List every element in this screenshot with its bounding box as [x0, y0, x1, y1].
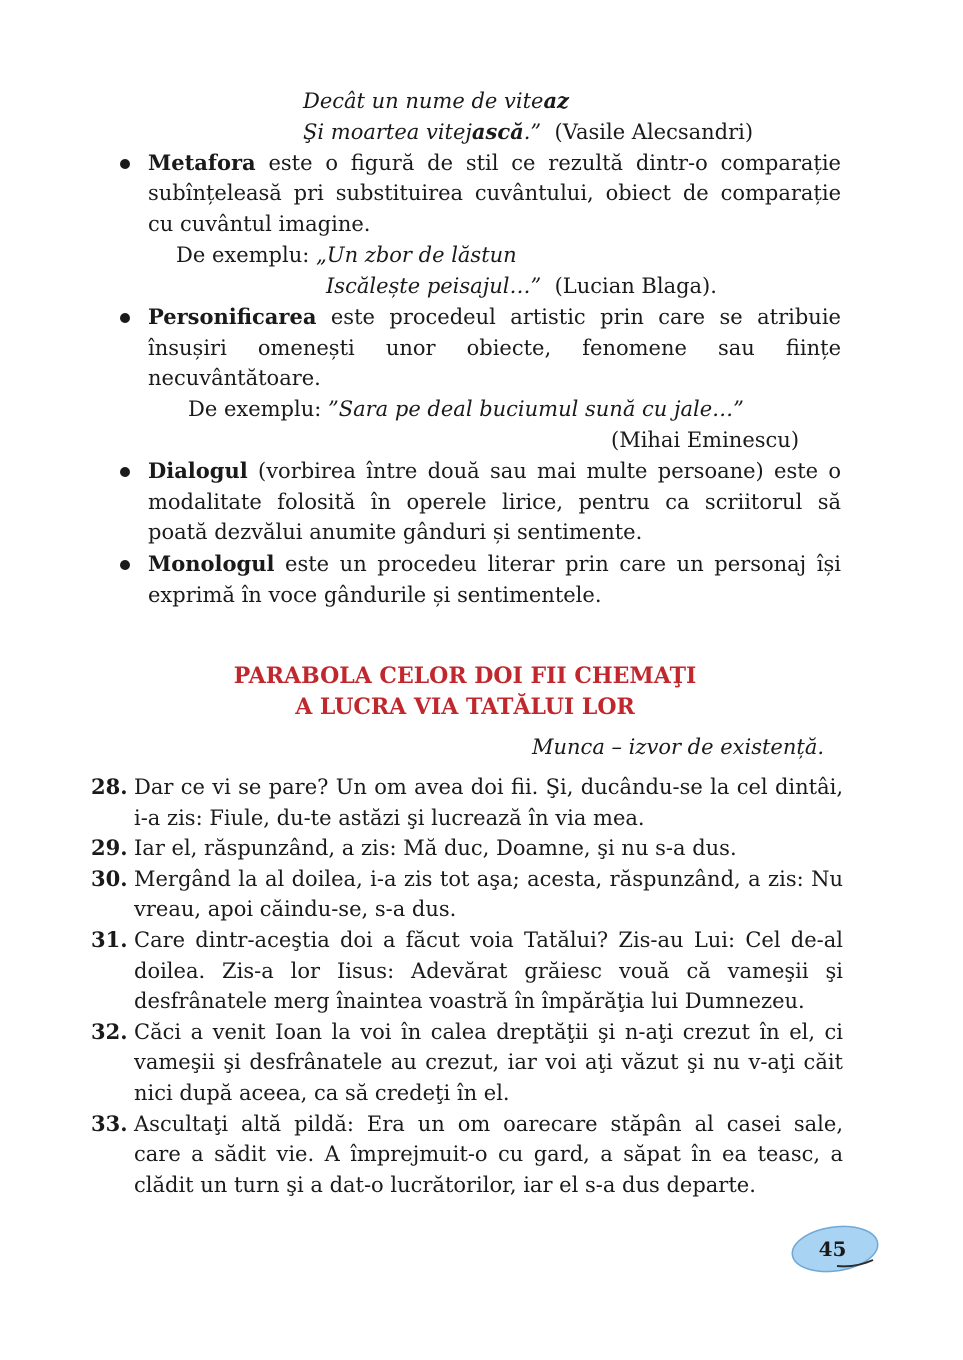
metafora-line-2: subînțeleasă pri substituirea cuvântului, obiect de comparație	[148, 181, 841, 205]
poem-line-1: Decât un nume de viteaz	[303, 88, 569, 113]
verse-line: doilea. Zis-a lor Iisus: Adevărat grăiesc vouă că vameşii şi	[134, 958, 843, 983]
verse-line: Dar ce vi se pare? Un om avea doi fii. Şi, ducându-se la cel dintâi,	[134, 775, 843, 799]
verse-number: 32.	[91, 1018, 128, 1044]
metafora-example: De exemplu: „Un zbor de lăstun	[176, 243, 517, 267]
personificarea-line-2: însușiri omenești unor obiecte, fenomene sau ființe	[148, 336, 841, 360]
monologul-line-2: exprimă în voce gândurile și sentimentele.	[148, 583, 602, 607]
verse-number: 30.	[91, 865, 128, 891]
bullet-icon	[120, 313, 130, 323]
verse-number: 29.	[91, 835, 128, 861]
metafora-line-1: Metafora este o figură de stil ce rezultă dintr-o comparație	[148, 150, 841, 175]
monologul-term: Monologul	[148, 551, 275, 576]
personificarea-author: (Mihai Eminescu)	[611, 428, 800, 452]
section-title-line-1: PARABOLA CELOR DOI FII CHEMAŢI	[233, 663, 697, 689]
bullet-icon	[120, 159, 130, 169]
bullet-icon	[120, 467, 130, 477]
poem-author: (Vasile Alecsandri)	[554, 120, 754, 144]
motto: Munca – izvor de existență.	[532, 735, 825, 759]
dialogul-line-3: poată dezvălui anumite gânduri și sentimente.	[148, 520, 643, 544]
personificarea-term: Personificarea	[148, 304, 317, 329]
monologul-line-1: Monologul este un procedeu literar prin care un personaj își	[148, 551, 841, 576]
personificarea-line-1: Personificarea este procedeul artistic prin care se atribuie	[148, 304, 841, 329]
verse-line: i-a zis: Fiule, du-te astăzi şi lucrează în via mea.	[134, 805, 645, 830]
verse-line: care a sădit vie. A împrejmuit-o cu gard, a săpat în ea teasc, a	[134, 1142, 843, 1167]
dialogul-term: Dialogul	[148, 458, 248, 483]
verse-line: nici după aceea, ca să credeţi în el.	[134, 1081, 510, 1105]
dialogul-line-1: Dialogul (vorbirea între două sau mai multe persoane) este o	[148, 458, 842, 483]
verse-number: 31.	[91, 927, 128, 952]
verse-line: desfrânatele merg înaintea voastră în împărăţia lui Dumnezeu.	[134, 989, 805, 1014]
bullet-icon	[120, 560, 130, 570]
verse-line: Căci a venit Ioan la voi în calea dreptăţii şi n-aţi crezut în el, ci	[134, 1019, 843, 1044]
verse-line: Mergând la al doilea, i-a zis tot aşa; acesta, răspunzând, a zis: Nu	[134, 866, 843, 891]
section-title-line-2: A LUCRA VIA TATĂLUI LOR	[295, 694, 635, 720]
metafora-line-3: cu cuvântul imagine.	[148, 212, 371, 236]
verse-line: clădit un turn şi a dat-o lucrătorilor, iar el s-a dus departe.	[134, 1172, 756, 1197]
personificarea-example: De exemplu: ”Sara pe deal buciumul sună cu jale…”	[188, 397, 744, 421]
verse-line: vreau, apoi căindu-se, s-a dus.	[134, 897, 457, 922]
dialogul-line-2: modalitate folosită în operele lirice, pentru ca scriitorul să	[148, 490, 841, 514]
verse-line: Ascultaţi altă pildă: Era un om oarecare stăpân al casei sale,	[134, 1111, 843, 1136]
page-number: 45	[818, 1237, 847, 1261]
metafora-term: Metafora	[148, 150, 256, 175]
personificarea-line-3: necuvântătoare.	[148, 366, 321, 390]
verse-number: 33.	[91, 1110, 128, 1136]
verse-line: Care dintr-aceştia doi a făcut voia Tatălui? Zis-au Lui: Cel de-al	[134, 928, 843, 952]
verse-line: Iar el, răspunzând, a zis: Mă duc, Doamne, şi nu s-a dus.	[134, 836, 737, 861]
metafora-example-2: Iscălește peisajul…” (Lucian Blaga).	[326, 274, 717, 298]
poem-line-2: Şi moartea vitejască.” (Vasile Alecsandri)	[303, 119, 754, 144]
verse-line: vameşii şi desfrânatele au crezut, iar voi aţi văzut şi nu v-aţi căit	[134, 1050, 843, 1075]
verse-number: 28.	[91, 774, 128, 799]
